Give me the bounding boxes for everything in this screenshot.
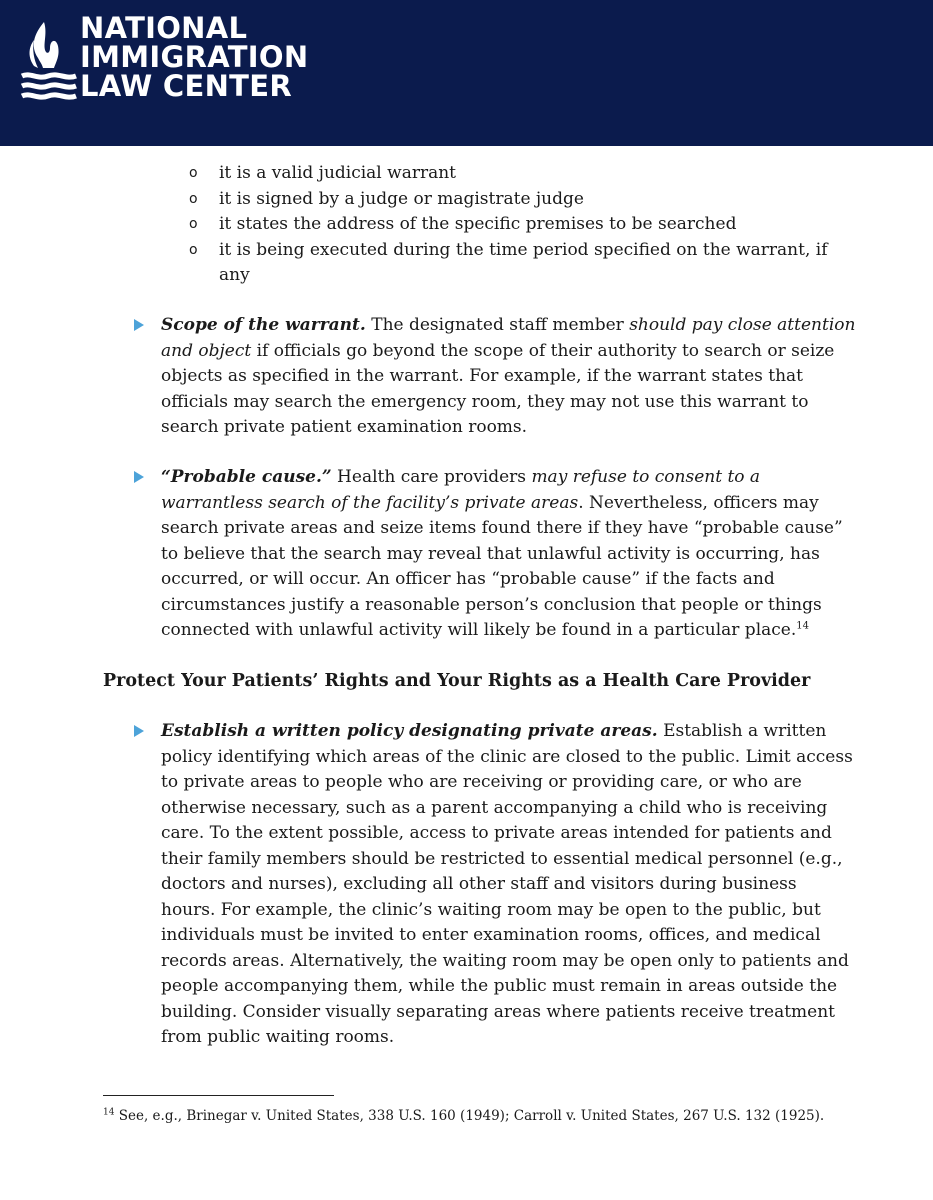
circle-bullet-icon: o	[189, 190, 198, 207]
scope-of-warrant-item	[161, 313, 856, 441]
footnote-text: See, e.g., Brinegar v. United States, 338 U.S. 160 (1949); Carroll v. United States, 267 U.S. 132 (1925).	[114, 1108, 825, 1124]
footnote-number: 14	[103, 1107, 115, 1118]
triangle-bullet-icon	[134, 725, 144, 737]
warrant-checklist	[189, 161, 859, 289]
logo-line-3: LAW CENTER	[80, 69, 292, 103]
triangle-bullet-icon	[134, 319, 144, 331]
written-policy-text: Establish a written policy identifying which areas of the clinic are closed to the public. Limit access to private areas to people who are receiving or providing care, or who are otherwise necessary, such as a parent accompanying a child who is receiving care. To the extent possible, access to private areas intended for patients and their family members should be restricted to essential medical personnel (e.g., doctors and nurses), excluding all other staff and visitors during business hours. For example, the clinic’s waiting room may be open to the public, but individuals must be invited to enter examination rooms, offices, and medical records areas. Alternatively, the waiting room may be open only to patients and people accompanying them, while the public must remain in areas outside the building. Consider visually separating areas where patients receive treatment from public waiting rooms.	[161, 721, 853, 1047]
list-item-text: it states the address of the specific premises to be searched	[219, 214, 737, 234]
list-item	[189, 161, 859, 187]
torch-waves-icon	[20, 18, 78, 104]
scope-text-1: The designated staff member	[365, 315, 630, 335]
triangle-bullet-icon	[134, 471, 144, 483]
circle-bullet-icon: o	[189, 165, 198, 181]
scope-lead: Scope of the warrant.	[161, 315, 366, 335]
probable-cause-text-1: Health care providers	[331, 467, 532, 487]
probable-cause-paragraph	[161, 465, 856, 644]
list-item	[189, 187, 859, 213]
section-heading: Protect Your Patients’ Rights and Your Rights as a Health Care Provider	[103, 671, 811, 691]
list-item	[189, 212, 859, 238]
organization-logotype	[80, 11, 309, 103]
circle-bullet-icon: o	[189, 216, 198, 232]
list-item-text: it is being executed during the time period specified on the warrant, if any	[219, 239, 828, 285]
probable-cause-item	[161, 465, 856, 644]
probable-cause-lead: “Probable cause.”	[161, 467, 332, 487]
footnote-divider	[103, 1095, 334, 1096]
header-banner	[0, 0, 933, 146]
written-policy-item	[161, 719, 856, 1051]
circle-bullet-icon: o	[189, 241, 198, 258]
written-policy-paragraph	[161, 719, 856, 1051]
logo-line-2: IMMIGRATION	[80, 40, 309, 74]
list-item-text: it is a valid judicial warrant	[219, 163, 457, 183]
footnote	[103, 1107, 824, 1125]
footnote-reference[interactable]: 14	[796, 620, 809, 632]
probable-cause-emphasis: may refuse to consent to a warrantless search of the facility’s private areas	[161, 467, 761, 513]
scope-text-2: if officials go beyond the scope of their authority to search or seize objects as specified in the warrant. For example, if the warrant states that officials may search the emergency room, they may not use this warrant to search private patient examination rooms.	[161, 340, 835, 437]
probable-cause-text-2: . Nevertheless, officers may search private areas and seize items found there if they have “probable cause” to believe that the search may reveal that unlawful activity is occurring, has occurred, or will occur. An officer has “probable cause” if the facts and circumstances justify a reasonable person’s conclusion that people or things connected with unlawful activity will likely be found in a particular place.	[161, 492, 843, 640]
list-item-text: it is signed by a judge or magistrate judge	[219, 188, 584, 209]
list-item	[189, 238, 859, 289]
logo-line-1: NATIONAL	[80, 11, 248, 45]
scope-paragraph	[161, 313, 856, 441]
scope-emphasis: should pay close attention and object	[161, 315, 856, 361]
written-policy-lead: Establish a written policy designating private areas.	[161, 721, 658, 741]
